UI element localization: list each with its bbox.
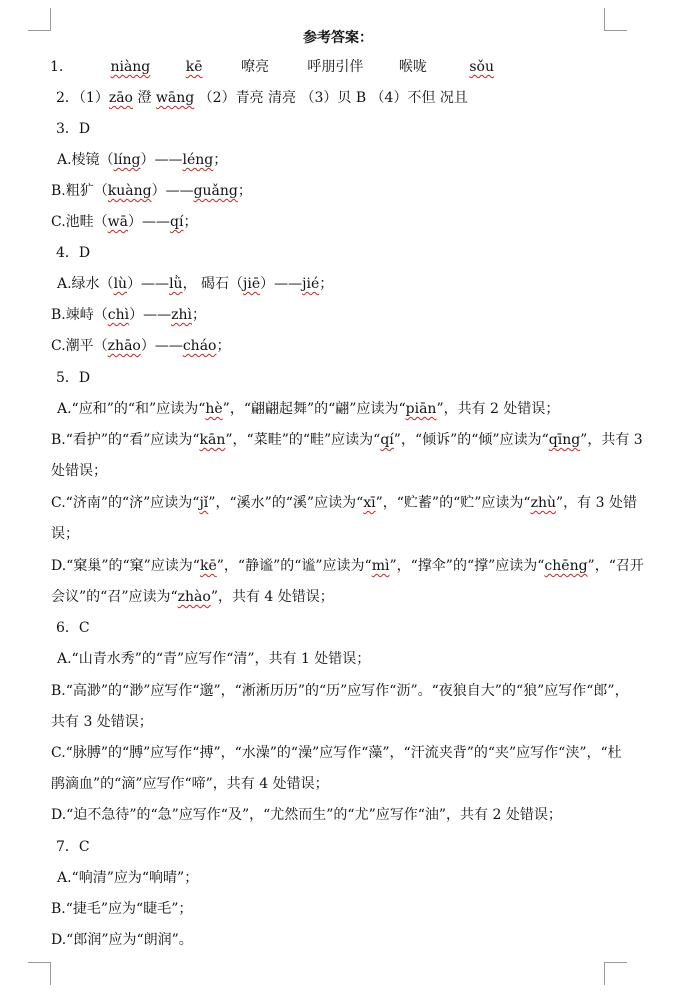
pinyin: léng (182, 152, 214, 168)
answer-item: 呼朋引伴 (307, 59, 364, 75)
text: ； (183, 214, 198, 230)
text: ”，“倾诉”的“倾”应读为“ (393, 432, 549, 448)
answer-4-a (57, 274, 333, 294)
answer-6-b-cont: 共有 3 处错误； (51, 714, 153, 730)
answer-6-head: 6．C (56, 620, 90, 636)
text: B.竦峙（ (51, 307, 108, 323)
answer-2 (56, 88, 468, 108)
text: ； (213, 152, 228, 168)
answer-4-b (51, 305, 206, 325)
pinyin: xī (363, 495, 376, 511)
pinyin: jié (302, 276, 320, 292)
text: ”，“菜畦”的“畦”应读为“ (225, 432, 381, 448)
text: A.“应和”的“和”应读为“ (57, 401, 206, 417)
text: ）—— (127, 276, 170, 292)
pinyin: chì (107, 307, 130, 323)
text: ”，有 3 处错 (555, 495, 637, 511)
answer-item: zāo (108, 90, 133, 106)
pinyin: kuàng (107, 183, 152, 199)
answer-4-c (51, 336, 230, 356)
pinyin: zhào (177, 589, 211, 605)
answer-7-head: 7．C (56, 839, 90, 855)
answer-5-b (51, 430, 643, 450)
answer-item: sǒu (469, 59, 494, 75)
pinyin: kē (199, 558, 217, 574)
text: 会议”的“召”应读为“ (51, 589, 178, 605)
answer-6-c-cont: 鹃滴血”的“滴”应写作“啼”，共有 4 处错误； (51, 776, 329, 792)
pinyin: cháo (182, 338, 217, 354)
text: B.“看护”的“看”应读为“ (51, 432, 200, 448)
pinyin: guǎng (193, 183, 238, 199)
text: A.绿水（ (57, 276, 114, 292)
text: ）—— (151, 183, 194, 199)
text: ； (216, 338, 231, 354)
text: ）—— (129, 307, 172, 323)
answer-item: niàng (110, 59, 151, 75)
answer-item: 澄 (137, 90, 152, 106)
answer-3-head: 3．D (56, 121, 91, 137)
answer-6-b: B.“高渺”的“渺”应写作“邈”，“淅淅历历”的“历”应写作“沥”。“夜狼自大”的“狼”应写作“郎”， (51, 683, 629, 699)
answer-3-b (51, 181, 252, 201)
pinyin: qí (170, 214, 184, 230)
answer-1 (50, 57, 494, 77)
answer-7-a: A.“响清”应为“响晴”； (57, 870, 199, 886)
answer-7-d: D.“郎润”应为“朗润”。 (51, 932, 193, 948)
text: ”，共有 3 (580, 432, 643, 448)
answer-6-c: C.“脉膊”的“膊”应写作“搏”，“水澡”的“澡”应写作“藻”，“汗流夹背”的“夹”应写作“浃”，“杜 (51, 745, 622, 761)
text: ”，“撑伞”的“撑”应读为“ (389, 558, 545, 574)
pinyin: lù (113, 276, 128, 292)
text: ”，“翩翩起舞”的“翩”应读为“ (222, 401, 406, 417)
text: ）—— (140, 152, 183, 168)
pinyin: mì (371, 558, 390, 574)
answer-5-a (57, 399, 559, 419)
page-title: 参考答案： (303, 30, 373, 46)
text: ）—— (260, 276, 303, 292)
answer-item: 喉咙 (398, 59, 427, 75)
answer-7-b: B.“捷毛”应为“睫毛”； (51, 901, 193, 917)
text: ”，共有 2 处错误； (436, 401, 560, 417)
answer-num: 2．（1） (56, 90, 109, 106)
text: ； (319, 276, 334, 292)
text: ”，“溪水”的“溪”应读为“ (208, 495, 364, 511)
answer-3-c (51, 212, 197, 232)
pinyin: lǜ (169, 276, 183, 292)
answer-item: 嘹亮 (240, 59, 269, 75)
pinyin: hè (205, 401, 223, 417)
text: C.池畦（ (51, 214, 108, 230)
pinyin: líng (113, 152, 141, 168)
answer-4-head: 4．D (56, 245, 91, 261)
text: ”，“贮蓄”的“贮”应读为“ (375, 495, 531, 511)
answer-6-d: D.“迫不急待”的“急”应写作“及”，“尤然而生”的“尤”应写作“油”，共有 2 处错误； (51, 807, 562, 823)
answer-5-c-cont: 误； (51, 526, 79, 542)
pinyin: zhì (171, 307, 192, 323)
answer-text: （2）青亮 清亮 （3）贝 B （4）不但 况且 (198, 90, 468, 106)
pinyin: wā (107, 214, 129, 230)
pinyin: jiē (243, 276, 261, 292)
answer-item: wāng (155, 90, 195, 106)
text: ）—— (128, 214, 171, 230)
text: ； (237, 183, 252, 199)
pinyin: zhù (530, 495, 556, 511)
text: C.潮平（ (51, 338, 108, 354)
answer-num: 1． (50, 59, 73, 75)
text: B.粗犷（ (51, 183, 108, 199)
text: ）—— (140, 338, 183, 354)
text: A.棱镜（ (57, 152, 114, 168)
text: ”，“召开 (587, 558, 644, 574)
text: C.“济南”的“济”应读为“ (51, 495, 200, 511)
text: ”，“静谧”的“谧”应读为“ (216, 558, 372, 574)
answer-5-c (51, 493, 637, 513)
answer-5-d (51, 556, 644, 576)
answer-3-a (57, 150, 227, 170)
text: ； (191, 307, 206, 323)
text: D.“窠巢”的“窠”应读为“ (51, 558, 200, 574)
page-corner-mark (604, 962, 627, 985)
pinyin: zhāo (107, 338, 141, 354)
text: ， 碣石（ (182, 276, 244, 292)
pinyin: jǐ (199, 495, 209, 511)
pinyin: kān (199, 432, 226, 448)
answer-5-d-cont (51, 587, 334, 607)
answer-6-a: A.“山青水秀”的“青”应写作“清”，共有 1 处错误； (57, 651, 371, 667)
text: ”，共有 4 处错误； (210, 589, 334, 605)
page-corner-mark (28, 962, 51, 985)
pinyin: chēng (544, 558, 588, 574)
answer-item: kē (185, 59, 203, 75)
answer-5-head: 5．D (56, 370, 91, 386)
pinyin: qí (380, 432, 394, 448)
pinyin: piān (405, 401, 437, 417)
pinyin: qīng (548, 432, 581, 448)
answer-5-b-cont: 处错误； (51, 463, 107, 479)
